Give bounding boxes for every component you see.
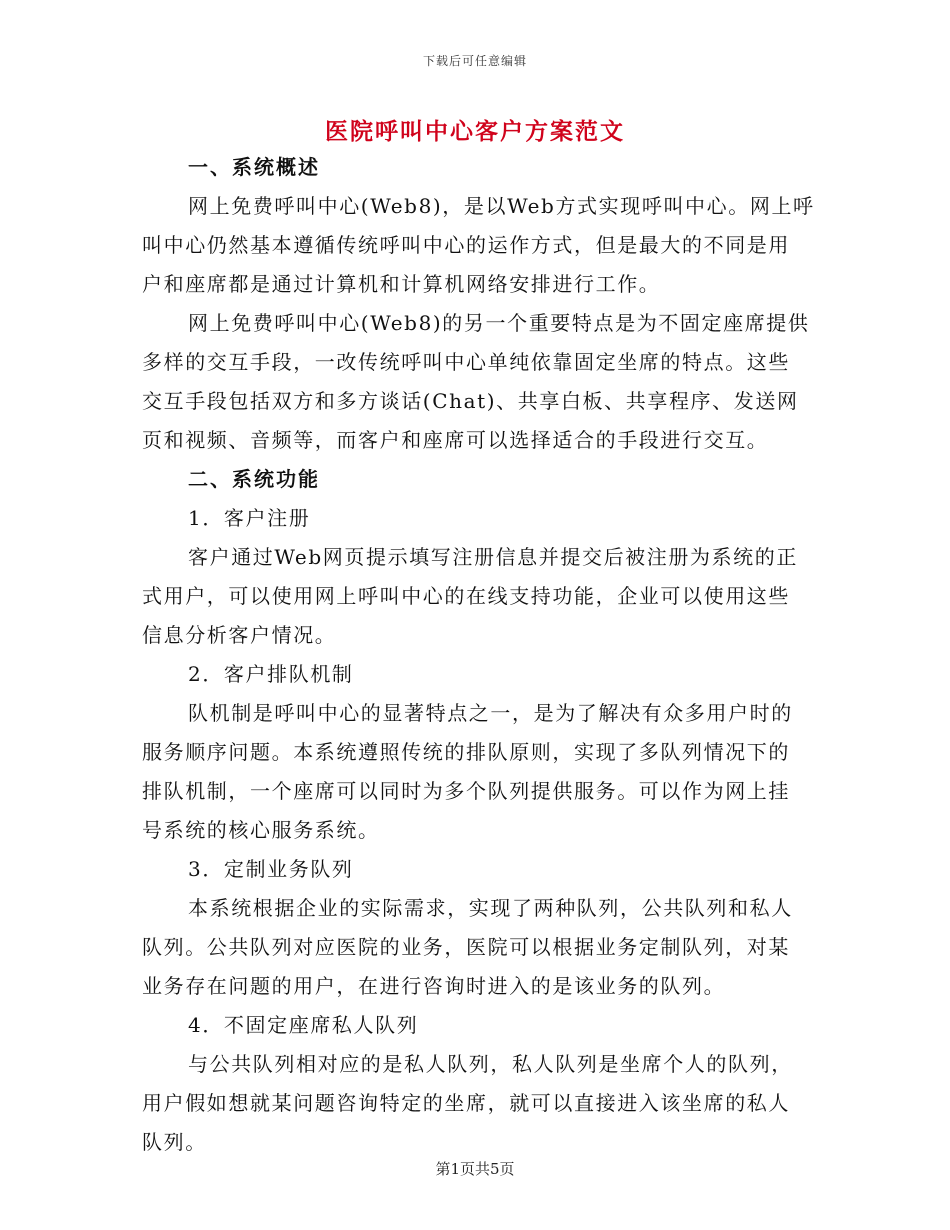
text-line: 信息分析客户情况。 <box>142 623 337 647</box>
text-line: 式用户，可以使用网上呼叫中心的在线支持功能，企业可以使用这些 <box>142 584 790 608</box>
document-body <box>142 148 815 1162</box>
page-footer: 第1页共5页 <box>435 1160 515 1178</box>
text-line: 服务顺序问题。本系统遵照传统的排队原则，实现了多队列情况下的 <box>142 740 790 764</box>
paragraph-first-line: 客户通过Web网页提示填写注册信息并提交后被注册为系统的正 <box>188 545 798 569</box>
text-line: 队列。公共队列对应医院的业务，医院可以根据业务定制队列，对某 <box>142 935 790 959</box>
text-line: 号系统的核心服务系统。 <box>142 818 380 842</box>
text-line: 页和视频、音频等，而客户和座席可以选择适合的手段进行交互。 <box>142 428 769 452</box>
document-title: 医院呼叫中心客户方案范文 <box>325 118 625 145</box>
subsection-heading: 1．客户注册 <box>188 506 311 530</box>
text-line: 排队机制，一个座席可以同时为多个队列提供服务。可以作为网上挂 <box>142 779 790 803</box>
subsection-heading: 4．不固定座席私人队列 <box>188 1013 419 1037</box>
text-line: 叫中心仍然基本遵循传统呼叫中心的运作方式，但是最大的不同是用 <box>142 233 790 257</box>
paragraph-first-line: 队机制是呼叫中心的显著特点之一，是为了解决有众多用户时的 <box>188 701 793 725</box>
text-line: 户和座席都是通过计算机和计算机网络安排进行工作。 <box>142 272 661 296</box>
text-line: 用户假如想就某问题咨询特定的坐席，就可以直接进入该坐席的私人 <box>142 1091 790 1115</box>
paragraph-first-line: 本系统根据企业的实际需求，实现了两种队列，公共队列和私人 <box>188 896 793 920</box>
paragraph-first-line: 与公共队列相对应的是私人队列，私人队列是坐席个人的队列， <box>188 1052 793 1076</box>
section-heading: 二、系统功能 <box>188 467 320 491</box>
paragraph-first-line: 网上免费呼叫中心(Web8)的另一个重要特点是为不固定座席提供 <box>188 311 810 335</box>
subsection-heading: 2．客户排队机制 <box>188 662 354 686</box>
section-heading: 一、系统概述 <box>188 155 320 179</box>
text-line: 多样的交互手段，一改传统呼叫中心单纯依靠固定坐席的特点。这些 <box>142 350 790 374</box>
subsection-heading: 3．定制业务队列 <box>188 857 354 881</box>
text-line: 交互手段包括双方和多方谈话(Chat)、共享白板、共享程序、发送网 <box>142 389 799 413</box>
text-line: 业务存在问题的用户，在进行咨询时进入的是该业务的队列。 <box>142 974 726 998</box>
text-line: 队列。 <box>142 1130 207 1154</box>
header-note: 下载后可任意编辑 <box>422 54 527 68</box>
paragraph-first-line: 网上免费呼叫中心(Web8)，是以Web方式实现呼叫中心。网上呼 <box>188 194 815 218</box>
